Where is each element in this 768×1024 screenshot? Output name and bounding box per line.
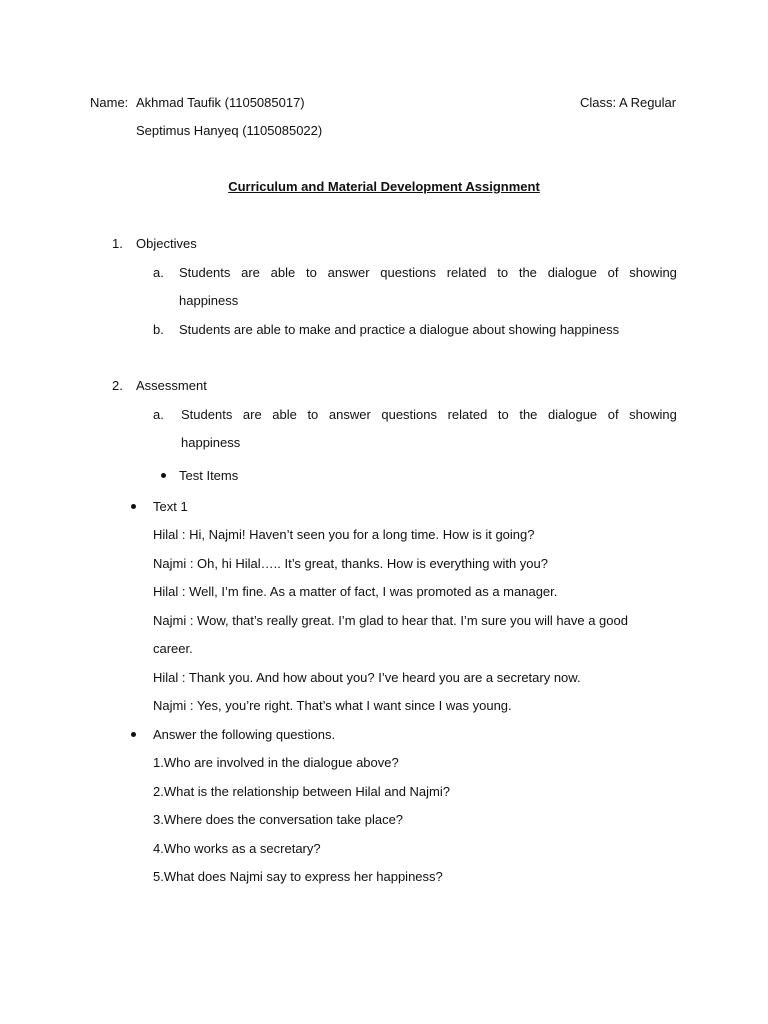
justified-word: showing: [629, 265, 677, 280]
justified-word: the: [518, 265, 537, 280]
dialogue-line: Hilal : Hi, Najmi! Haven’t seen you for a long time. How is it going?: [153, 527, 535, 542]
name-label: Name:: [90, 95, 129, 110]
justified-word: dialogue: [547, 265, 597, 280]
justified-word: Students: [181, 407, 233, 422]
assessment-heading: Assessment: [136, 378, 207, 393]
justified-word: questions: [380, 265, 436, 280]
text1-label: Text 1: [153, 499, 188, 514]
justified-word: are: [242, 407, 262, 422]
justified-word: to: [306, 265, 317, 280]
dialogue-line: career.: [153, 641, 193, 656]
justified-word: the: [519, 407, 538, 422]
test-items-bullet: [161, 473, 166, 478]
question-item: 5.What does Najmi say to express her happiness?: [153, 869, 443, 884]
justified-word: dialogue: [548, 407, 598, 422]
objective-a-continuation: happiness: [179, 293, 239, 308]
author-2: Septimus Hanyeq (1105085022): [136, 123, 323, 138]
questions-bullet: [131, 732, 136, 737]
objective-a-text: [179, 265, 677, 281]
question-item: 1.Who are involved in the dialogue above?: [153, 755, 399, 770]
dialogue-line: Hilal : Thank you. And how about you? I’ve heard you are a secretary now.: [153, 670, 581, 685]
question-item: 4.Who works as a secretary?: [153, 841, 321, 856]
justified-word: related: [446, 265, 487, 280]
justified-word: able: [272, 407, 297, 422]
question-item: 3.Where does the conversation take place?: [153, 812, 404, 827]
justified-word: able: [270, 265, 296, 280]
assessment-a-marker: a.: [153, 407, 164, 422]
dialogue-line: Najmi : Wow, that’s really great. I’m glad to hear that. I’m sure you will have a good: [153, 613, 628, 628]
objectives-heading: Objectives: [136, 236, 197, 251]
dialogue-line: Najmi : Yes, you’re right. That’s what I want since I was young.: [153, 698, 512, 713]
justified-word: answer: [328, 407, 371, 422]
test-items-label: Test Items: [179, 468, 239, 483]
justified-word: to: [497, 407, 509, 422]
objectives-number: 1.: [112, 236, 123, 251]
objective-a-marker: a.: [153, 265, 164, 280]
justified-word: questions: [381, 407, 438, 422]
objective-b-marker: b.: [153, 322, 164, 337]
objective-b-text: Students are able to make and practice a dialogue about showing happiness: [179, 322, 620, 337]
author-1: Akhmad Taufik (1105085017): [136, 95, 305, 110]
document-title: Curriculum and Material Development Assignment: [228, 179, 540, 194]
class-info: Class: A Regular: [580, 95, 677, 110]
text1-bullet: [131, 504, 136, 509]
justified-word: of: [607, 407, 619, 422]
assessment-a-continuation: happiness: [181, 435, 241, 450]
justified-word: Students: [179, 265, 231, 280]
assessment-number: 2.: [112, 378, 123, 393]
justified-word: showing: [629, 407, 677, 422]
justified-word: to: [497, 265, 509, 280]
justified-word: are: [241, 265, 260, 280]
dialogue-line: Najmi : Oh, hi Hilal….. It’s great, thanks. How is everything with you?: [153, 556, 548, 571]
justified-word: related: [447, 407, 488, 422]
justified-word: of: [607, 265, 619, 280]
question-item: 2.What is the relationship between Hilal and Najmi?: [153, 784, 450, 799]
justified-word: answer: [327, 265, 370, 280]
justified-word: to: [307, 407, 319, 422]
questions-label: Answer the following questions.: [153, 727, 336, 742]
dialogue-line: Hilal : Well, I’m fine. As a matter of fact, I was promoted as a manager.: [153, 584, 558, 599]
assessment-a-text: [181, 407, 677, 423]
